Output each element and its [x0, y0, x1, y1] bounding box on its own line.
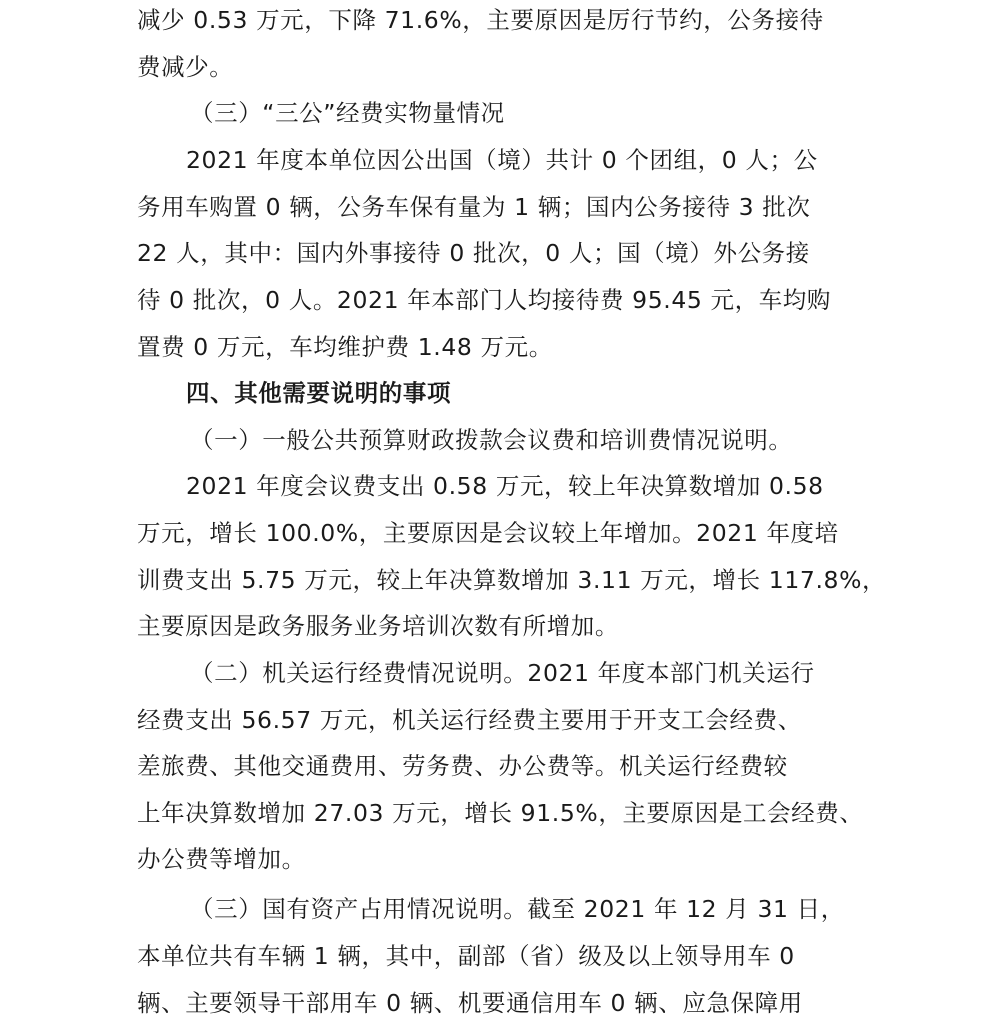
- paragraph-line: （二）机关运行经费情况说明。2021 年度本部门机关运行: [190, 659, 815, 687]
- paragraph-line: 差旅费、其他交通费用、劳务费、办公费等。机关运行经费较: [137, 752, 788, 780]
- section-subheading: （三）“三公”经费实物量情况: [190, 99, 505, 127]
- paragraph-line: 22 人，其中：国内外事接待 0 批次，0 人；国（境）外公务接: [137, 239, 810, 267]
- paragraph-line: 万元，增长 100.0%，主要原因是会议较上年增加。2021 年度培: [137, 519, 839, 547]
- paragraph-line: 费减少。: [137, 53, 234, 81]
- paragraph-line: 置费 0 万元，车均维护费 1.48 万元。: [137, 333, 553, 361]
- paragraph-line: 2021 年度会议费支出 0.58 万元，较上年决算数增加 0.58: [186, 472, 824, 500]
- paragraph-line: 减少 0.53 万元，下降 71.6%，主要原因是厉行节约，公务接待: [137, 6, 824, 34]
- paragraph-line: 务用车购置 0 辆，公务车保有量为 1 辆；国内公务接待 3 批次: [137, 193, 811, 221]
- section-subheading: （一）一般公共预算财政拨款会议费和培训费情况说明。: [190, 426, 793, 454]
- paragraph-line: 经费支出 56.57 万元，机关运行经费主要用于开支工会经费、: [137, 706, 802, 734]
- section-heading: 四、其他需要说明的事项: [186, 379, 452, 407]
- paragraph-line: 上年决算数增加 27.03 万元，增长 91.5%，主要原因是工会经费、: [137, 799, 864, 827]
- paragraph-line: 待 0 批次，0 人。2021 年本部门人均接待费 95.45 元，车均购: [137, 286, 832, 314]
- paragraph-line: （三）国有资产占用情况说明。截至 2021 年 12 月 31 日，: [190, 895, 845, 923]
- paragraph-line: 训费支出 5.75 万元，较上年决算数增加 3.11 万元，增长 117.8%，: [137, 566, 887, 594]
- paragraph-line: 主要原因是政务服务业务培训次数有所增加。: [137, 612, 619, 640]
- paragraph-line: 办公费等增加。: [137, 845, 306, 873]
- paragraph-line: 辆、主要领导干部用车 0 辆、机要通信用车 0 辆、应急保障用: [137, 989, 803, 1017]
- paragraph-line: 2021 年度本单位因公出国（境）共计 0 个团组，0 人；公: [186, 146, 818, 174]
- paragraph-line: 本单位共有车辆 1 辆，其中，副部（省）级及以上领导用车 0: [137, 942, 795, 970]
